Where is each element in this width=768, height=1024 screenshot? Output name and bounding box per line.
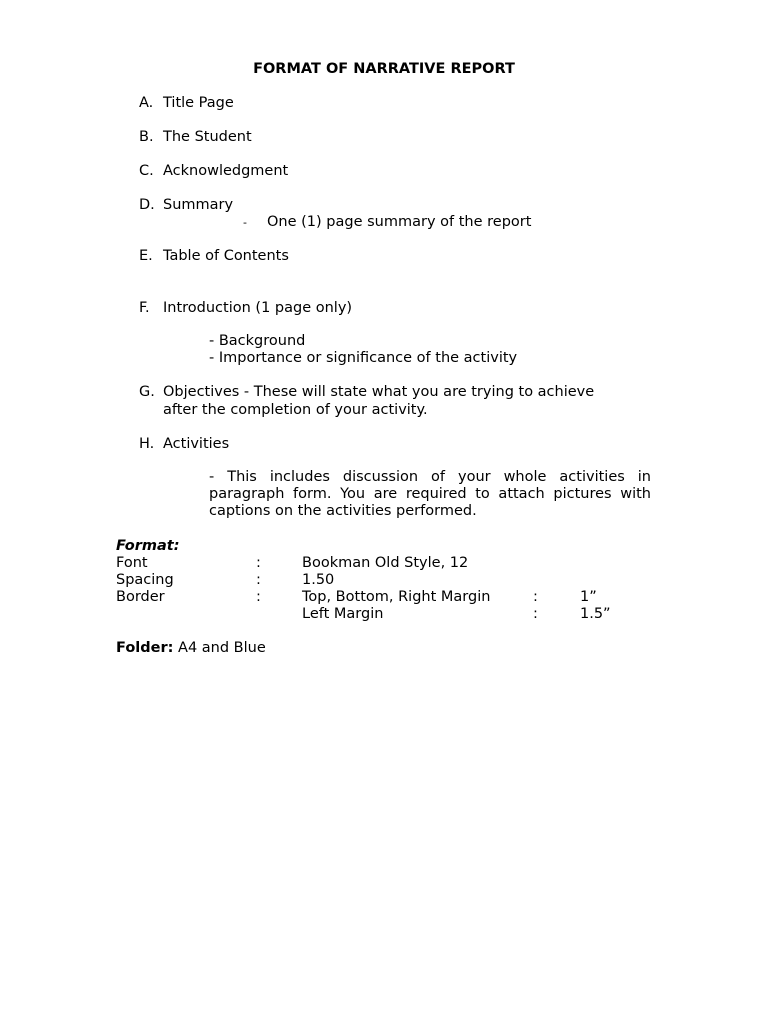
summary-bullet-text: One (1) page summary of the report — [267, 214, 532, 230]
format-label-spacing: Spacing — [116, 572, 174, 588]
format-separator: : — [533, 589, 538, 605]
format-separator: : — [256, 555, 261, 571]
format-value-left-margin: 1.5” — [580, 606, 611, 622]
list-item-letter: F. — [139, 300, 150, 316]
list-item-letter: G. — [139, 384, 155, 400]
format-separator: : — [256, 572, 261, 588]
list-item-label: Introduction (1 page only) — [163, 300, 353, 316]
format-heading: Format: — [116, 538, 180, 554]
introduction-point: - Background — [209, 333, 306, 349]
format-separator: : — [533, 606, 538, 622]
list-item-label: Acknowledgment — [163, 163, 289, 179]
folder-value: A4 and Blue — [173, 640, 266, 656]
page-title: FORMAT OF NARRATIVE REPORT — [253, 61, 515, 77]
list-item-label: Title Page — [163, 95, 234, 111]
format-value-margin: 1” — [580, 589, 597, 605]
folder-line — [116, 640, 266, 657]
list-item-letter: E. — [139, 248, 153, 264]
summary-dash: - — [243, 216, 247, 229]
list-item-label: Activities — [163, 436, 230, 452]
format-value-font: Bookman Old Style, 12 — [302, 555, 469, 571]
folder-label: Folder: — [116, 640, 174, 656]
format-value-left-margin-label: Left Margin — [302, 606, 384, 622]
format-value-spacing: 1.50 — [302, 572, 335, 588]
objectives-continuation: after the completion of your activity. — [163, 402, 428, 418]
activities-paragraph: - This includes discussion of your whole activities in paragraph form. You are required to attach pictures with captions on the activities performed. — [209, 469, 651, 519]
list-item-letter: H. — [139, 436, 155, 452]
format-label-border: Border — [116, 589, 165, 605]
list-item-letter: A. — [139, 95, 154, 111]
format-separator: : — [256, 589, 261, 605]
list-item-label: Table of Contents — [163, 248, 289, 264]
format-value-border: Top, Bottom, Right Margin — [302, 589, 491, 605]
list-item-label: Summary — [163, 197, 234, 213]
introduction-point: - Importance or significance of the activity — [209, 350, 518, 366]
list-item-label: Objectives - These will state what you are trying to achieve — [163, 384, 595, 400]
list-item-label: The Student — [163, 129, 252, 145]
list-item-letter: C. — [139, 163, 154, 179]
format-label-font: Font — [116, 555, 148, 571]
list-item-letter: D. — [139, 197, 155, 213]
list-item-letter: B. — [139, 129, 154, 145]
